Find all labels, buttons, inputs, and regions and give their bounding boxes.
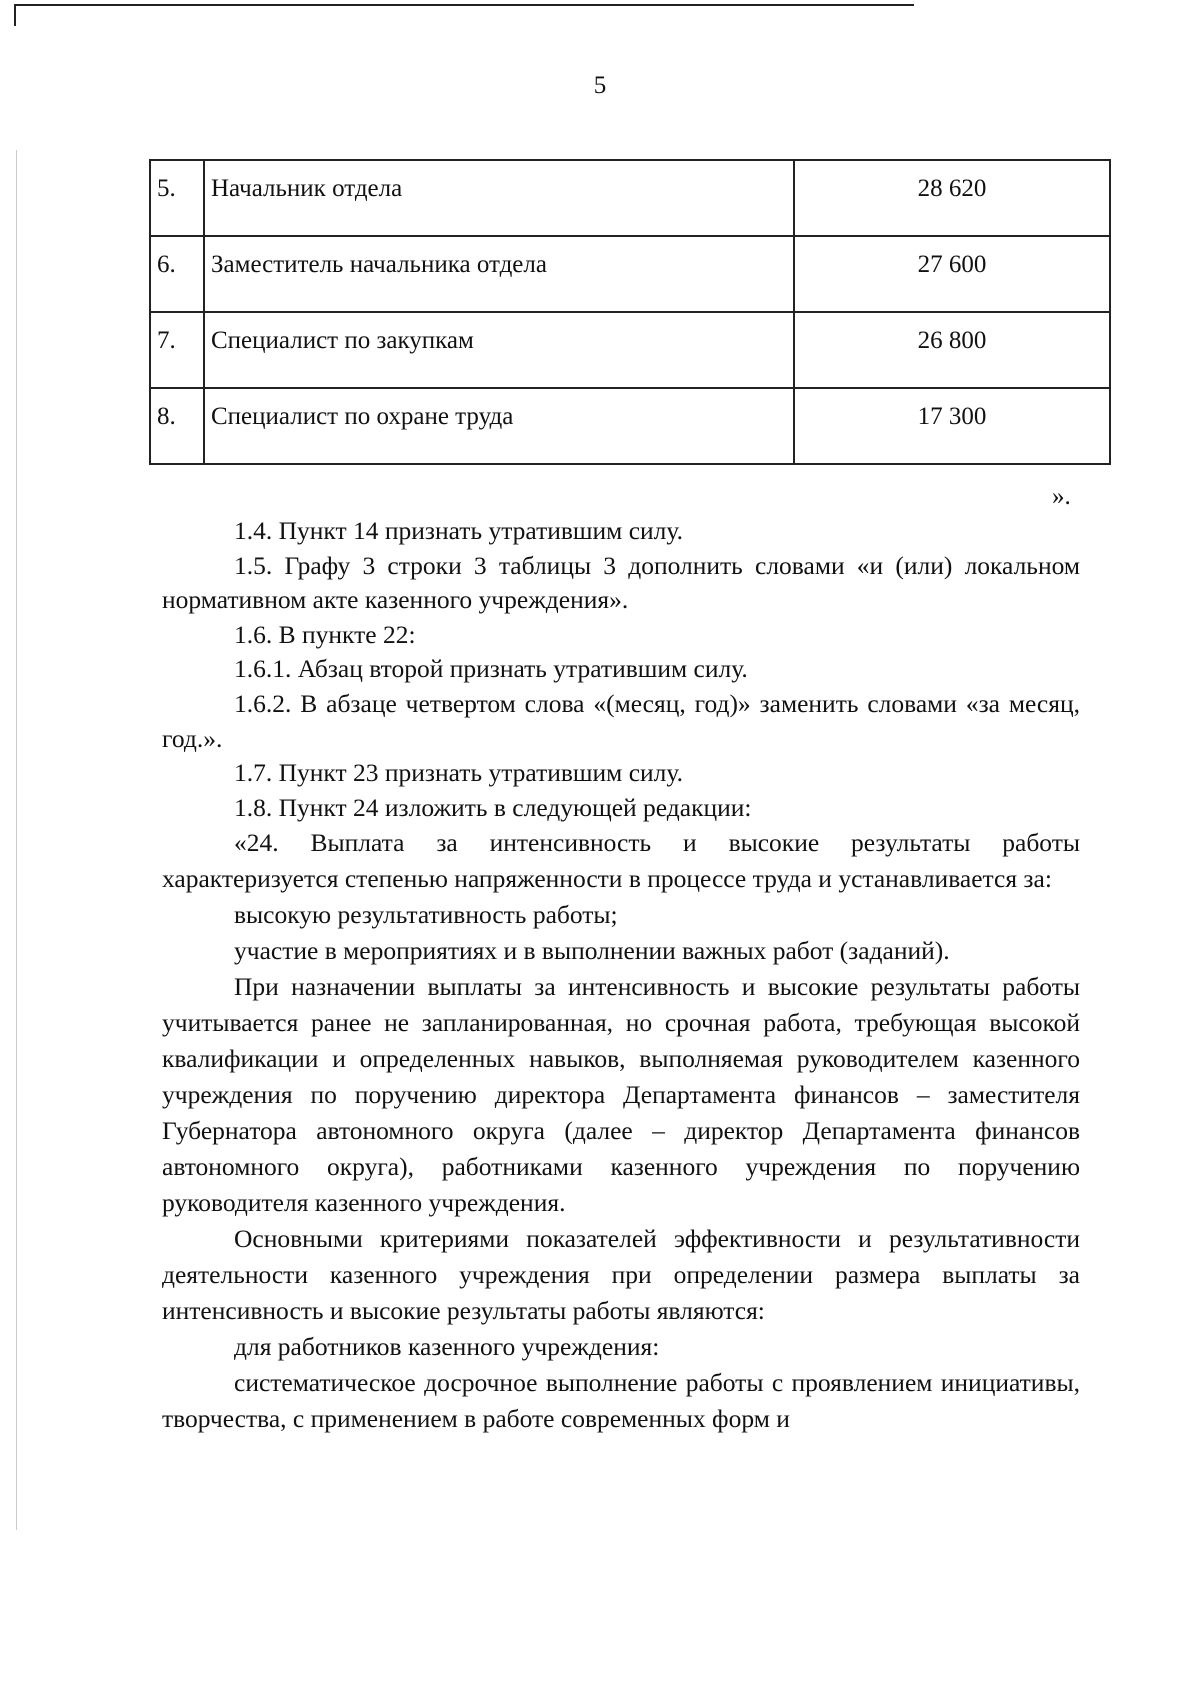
- position-name: Специалист по охране труда: [204, 388, 794, 464]
- paragraph: 1.6.2. В абзаце четвертом слова «(месяц, год)» заменить словами «за месяц, год.».: [162, 688, 1080, 753]
- row-number: 6.: [150, 236, 204, 312]
- paragraph: «24. Выплата за интенсивность и высокие результаты работы характеризуется степенью напряженности в процессе труда и устанавливается за:: [162, 828, 1080, 894]
- paragraph: 1.8. Пункт 24 изложить в следующей редакции:: [234, 792, 752, 822]
- salary-value: 28 620: [794, 160, 1110, 236]
- scan-border-top: [14, 4, 914, 6]
- table-row: [150, 236, 1110, 312]
- position-name: Специалист по закупкам: [204, 312, 794, 388]
- salary-value: 27 600: [794, 236, 1110, 312]
- paragraph: для работников казенного учреждения:: [234, 1332, 660, 1362]
- paragraph: высокую результативность работы;: [234, 900, 618, 930]
- paragraph: 1.7. Пункт 23 признать утратившим силу.: [234, 758, 683, 788]
- paragraph: 1.4. Пункт 14 признать утратившим силу.: [234, 516, 683, 545]
- row-number: 5.: [150, 160, 204, 236]
- paragraph: При назначении выплаты за интенсивность и высокие результаты работы учитывается ранее не запланированная, но срочная работа, требующая высокой квалификации и определенных навыков, выполняемая руководителем казенного учреждения по поручению директора Департамента финансов – заместителя Губернатора автономного округа (далее – директор Департамента финансов автономного округа), работниками казенного учреждения по поручению руководителя казенного учреждения.: [162, 972, 1080, 1218]
- paragraph: 1.6. В пункте 22:: [234, 619, 416, 649]
- salary-table: [149, 159, 1111, 465]
- salary-value: 26 800: [794, 312, 1110, 388]
- page-number: 5: [593, 72, 607, 99]
- paragraph: 1.5. Графу 3 строки 3 таблицы 3 дополнить словами «и (или) локальном нормативном акте казенного учреждения».: [162, 550, 1080, 615]
- position-name: Заместитель начальника отдела: [204, 236, 794, 312]
- document-body: [162, 514, 1080, 1437]
- table-row: [150, 312, 1110, 388]
- paragraph: участие в мероприятиях и в выполнении важных работ (заданий).: [234, 936, 950, 966]
- paragraph: 1.6.1. Абзац второй признать утратившим силу.: [234, 654, 748, 684]
- scan-border-faint: [16, 150, 17, 1530]
- position-name: Начальник отдела: [204, 160, 794, 236]
- paragraph: Основными критериями показателей эффективности и результативности деятельности казенного учреждения при определении размера выплаты за интенсивность и высокие результаты работы являются:: [162, 1224, 1080, 1326]
- table-row: [150, 160, 1110, 236]
- table-closing-quote: ».: [1052, 483, 1071, 510]
- paragraph: систематическое досрочное выполнение работы с проявлением инициативы, творчества, с применением в работе современных форм и: [162, 1368, 1080, 1434]
- row-number: 7.: [150, 312, 204, 388]
- salary-value: 17 300: [794, 388, 1110, 464]
- scan-border-left: [14, 4, 16, 26]
- table-row: [150, 388, 1110, 464]
- row-number: 8.: [150, 388, 204, 464]
